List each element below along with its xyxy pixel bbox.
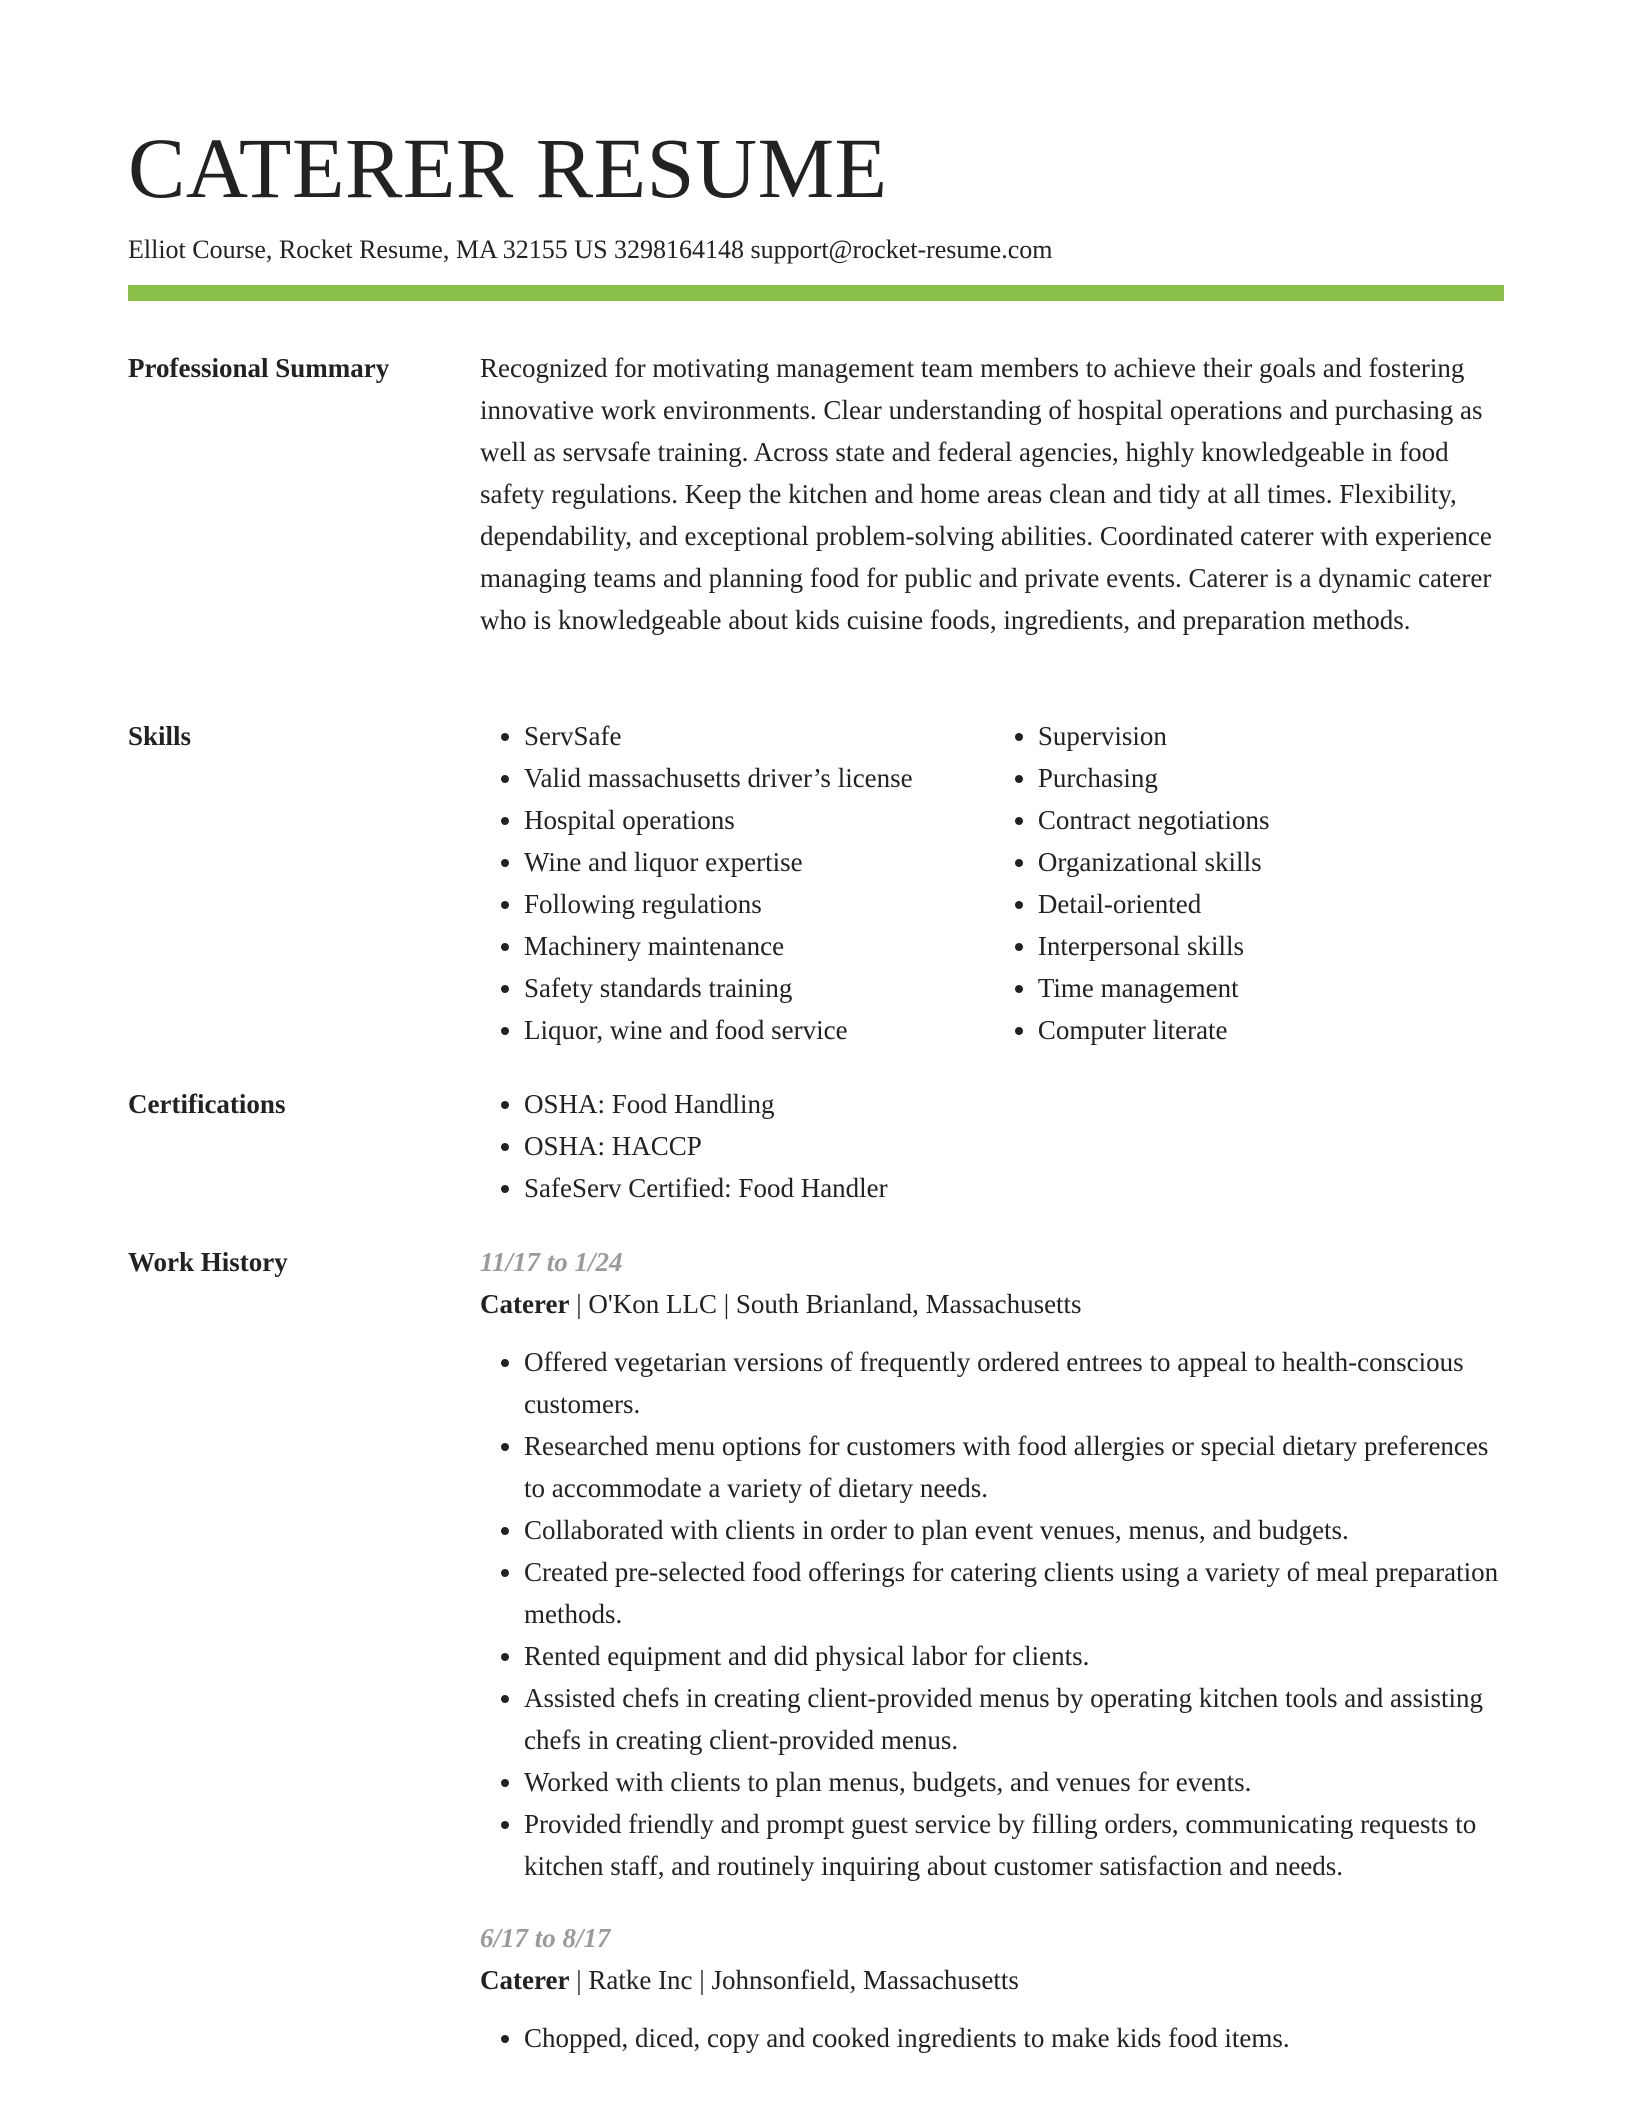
- job-bullet: • Offered vegetarian versions of frequently ordered entrees to appeal to health-conscious customers.: [524, 1341, 1504, 1425]
- job-bullet: • Provided friendly and prompt guest service by filling orders, communicating requests to kitchen staff, and routinely inquiring about customer satisfaction and needs.: [524, 1803, 1504, 1887]
- job-bullets: [480, 1341, 1504, 1887]
- skills-column-2: [994, 715, 1504, 1051]
- work-history-body: [480, 1241, 1504, 2089]
- summary-body: [480, 347, 1504, 641]
- job-bullet: • Researched menu options for customers with food allergies or special dietary preferences to accommodate a variety of dietary needs.: [524, 1425, 1504, 1509]
- job-details: | O'Kon LLC | South Brianland, Massachusetts: [569, 1289, 1082, 1319]
- certifications-body: [480, 1083, 1504, 1209]
- header-divider: [128, 285, 1504, 301]
- skill-item: • Computer literate: [1038, 1009, 1504, 1051]
- skill-item: • Interpersonal skills: [1038, 925, 1504, 967]
- skills-label: Skills: [128, 721, 192, 751]
- skill-item: • Safety standards training: [524, 967, 994, 1009]
- job-dates: 6/17 to 8/17: [480, 1923, 611, 1953]
- job-bullet: • Assisted chefs in creating client-provided menus by operating kitchen tools and assisting chefs in creating client-provided menus.: [524, 1677, 1504, 1761]
- contact-email: support@rocket-resume.com: [750, 235, 1053, 264]
- job-bullet: • Worked with clients to plan menus, budgets, and venues for events.: [524, 1761, 1504, 1803]
- job-heading: [480, 1283, 1504, 1325]
- job-entry: [480, 1917, 1504, 2059]
- summary-text: Recognized for motivating management team members to achieve their goals and fostering innovative work environments. Clear understanding of hospital operations and purchasing as well as servsafe training. Across state and federal agencies, highly knowledgeable in food safety regulations. Keep the kitchen and home areas clean and tidy at all times. Flexibility, dependability, and exceptional problem-solving abilities. Coordinated caterer with experience managing teams and planning food for public and private events. Caterer is a dynamic caterer who is knowledgeable about kids cuisine foods, ingredients, and preparation methods.: [480, 353, 1492, 635]
- summary-label: Professional Summary: [128, 353, 390, 383]
- certification-item: • SafeServ Certified: Food Handler: [524, 1167, 1504, 1209]
- skill-item: • Organizational skills: [1038, 841, 1504, 883]
- job-entry: [480, 1241, 1504, 1887]
- skill-item: • Purchasing: [1038, 757, 1504, 799]
- skill-item: • Machinery maintenance: [524, 925, 994, 967]
- skill-item: • Contract negotiations: [1038, 799, 1504, 841]
- contact-phone: 3298164148: [614, 235, 745, 264]
- job-bullet: • Rented equipment and did physical labor for clients.: [524, 1635, 1504, 1677]
- contact-line: [128, 230, 1052, 270]
- skill-item: • Following regulations: [524, 883, 994, 925]
- job-bullet: • Chopped, diced, copy and cooked ingredients to make kids food items.: [524, 2017, 1504, 2059]
- certifications-label: Certifications: [128, 1089, 286, 1119]
- contact-address: Rocket Resume, MA 32155 US: [278, 235, 608, 264]
- certification-item: • OSHA: HACCP: [524, 1125, 1504, 1167]
- job-heading: [480, 1959, 1504, 2001]
- certifications-list: [480, 1083, 1504, 1209]
- job-title: Caterer: [480, 1965, 570, 1995]
- skill-item: • Valid massachusetts driver’s license: [524, 757, 994, 799]
- contact-name: Elliot Course,: [128, 235, 273, 264]
- skill-item: • Time management: [1038, 967, 1504, 1009]
- job-title: Caterer: [480, 1289, 570, 1319]
- certification-item: • OSHA: Food Handling: [524, 1083, 1504, 1125]
- skills-body: [480, 715, 1504, 1051]
- job-details: | Ratke Inc | Johnsonfield, Massachusetts: [569, 1965, 1019, 1995]
- job-dates: 11/17 to 1/24: [480, 1247, 623, 1277]
- skill-item: • ServSafe: [524, 715, 994, 757]
- skills-columns: [480, 715, 1504, 1051]
- job-bullet: • Created pre-selected food offerings for catering clients using a variety of meal preparation methods.: [524, 1551, 1504, 1635]
- work-history-label: Work History: [128, 1247, 288, 1277]
- skills-column-1: [480, 715, 994, 1051]
- job-bullets: [480, 2017, 1504, 2059]
- skill-item: • Wine and liquor expertise: [524, 841, 994, 883]
- skill-item: • Hospital operations: [524, 799, 994, 841]
- skill-item: • Liquor, wine and food service: [524, 1009, 994, 1051]
- resume-title: CATERER RESUME: [128, 120, 888, 216]
- job-bullet: • Collaborated with clients in order to plan event venues, menus, and budgets.: [524, 1509, 1504, 1551]
- skill-item: • Supervision: [1038, 715, 1504, 757]
- skill-item: • Detail-oriented: [1038, 883, 1504, 925]
